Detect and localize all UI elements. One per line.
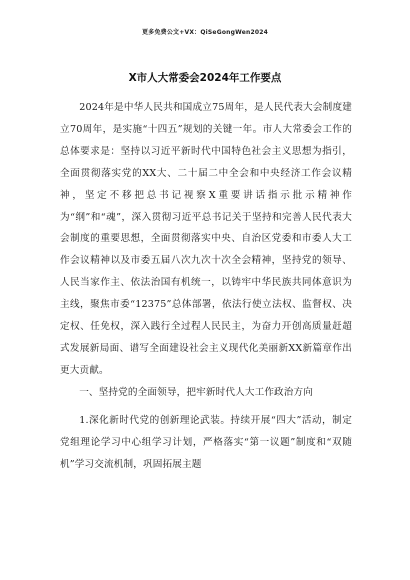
document-title: X市人大常委会2024年工作要点	[128, 72, 282, 84]
header-note: 更多免费公文+VX：QiSeGongWen2024	[142, 29, 268, 36]
document-body	[60, 97, 352, 475]
paragraph-item-1: 1.深化新时代党的创新理论武装。持续开展“四大”活动，制定党组理论学习中心组学习计划，严格落实“第一议题”制度和“双随机”学习交流机制，巩固拓展主题	[60, 414, 352, 470]
section-heading-1: 一、坚持党的全面领导，把牢新时代人大工作政治方向	[79, 386, 314, 398]
paragraph-intro: 2024年是中华人民共和国成立75周年，是人民代表大会制度建立70周年，是实施“十四五”规划的关键一年。市人大常委会工作的总体要求是：坚持以习近平新时代中国特色社会主义思想为指引，全面贯彻落实党的XX大、二十届二中全会和中央经济工作会议精神，坚定不移把总书记视察X重要讲话指示批示精神作为“纲”和“魂”，深入贯彻习近平总书记关于坚持和完善人民代表大会制度的重要思想，全面贯彻落实中央、自治区党委和市委人大工作会议精神以及市委五届八次九次十次全会精神，坚持党的领导、人民当家作主、依法治国有机统一，以铸牢中华民族共同体意识为主线，聚焦市委“12375”总体部署，依法行使立法权、监督权、决定权、任免权，深入践行全过程人民民主，为奋力开创高质量赶超式发展新局面、谱写全面建设社会主义现代化美丽新XX新篇章作出更大贡献。	[60, 102, 352, 376]
